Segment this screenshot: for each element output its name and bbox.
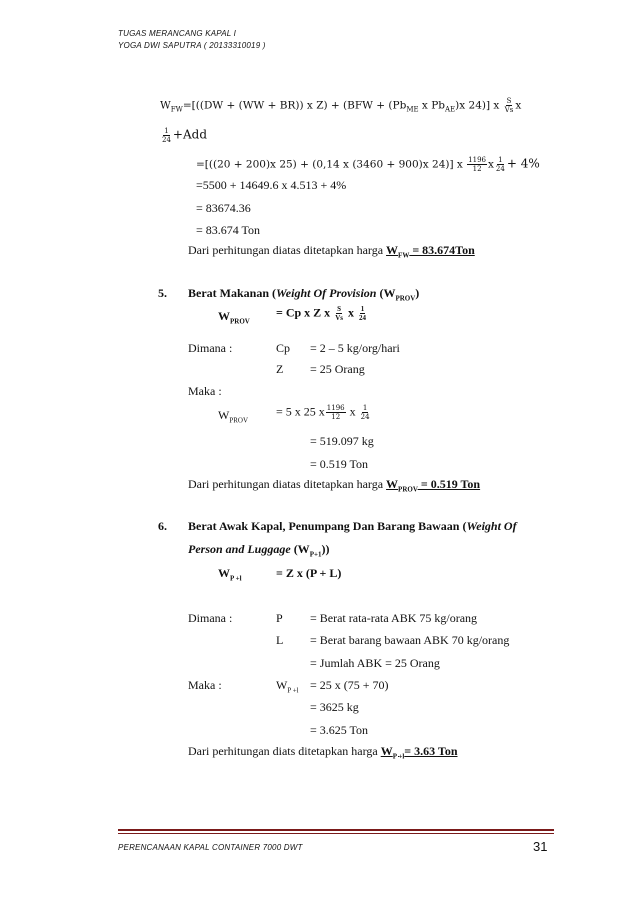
sec5-frac-1-24: $\frac{1}{24}$ (358, 305, 366, 322)
sec6-l-label: L (276, 633, 284, 647)
fw-formula-mid: x Pb (418, 99, 445, 112)
sec6-calc-line-2: = 3625 kg (310, 700, 359, 714)
fw-frac-1-24: $\frac{1}{24}$ (162, 127, 171, 144)
fw-line2-body: =[((20 + 200)x 25) + (0,14 x (3460 + 900)x 24)] x (196, 158, 467, 171)
fw-line2-frac-1-24: $\frac{1}{24}$ (495, 156, 505, 173)
sec5-conclusion: Dari perhitungan diatas ditetapkan harga $W_{PROV} = 0.519$ Ton (188, 477, 481, 494)
sec6-p-value: = Berat rata-rata ABK 75 kg/orang (310, 611, 478, 625)
sec5-z-label: Z (276, 362, 284, 376)
page-number: 31 (533, 839, 548, 854)
sec6-conclusion: Dari perhitungan diats ditetapkan harga $W_{P +l}= 3.63$ Ton (188, 744, 458, 761)
fw-line2-end: + 4% (506, 156, 540, 171)
footer-rule-thin (118, 833, 554, 834)
sec5-maka-label: Maka : (188, 384, 222, 398)
sec5-title: Berat Makanan (Weight Of Provision $(W_{PROV})$ (188, 286, 420, 303)
sec5-formula-lhs: $W_{PROV}$ (218, 309, 250, 326)
sec5-z-value: = 25 Orang (310, 362, 365, 376)
header-line-2: YOGA DWI SAPUTRA ( 20133310019 ) (118, 41, 266, 50)
fw-calc-line-5: = 83.674 Ton (196, 223, 261, 237)
fw-line2-x: x (488, 158, 494, 171)
fw-formula-end: )x 24)] x (455, 99, 503, 112)
sec6-calc-line-3: = 3.625 Ton (310, 723, 369, 737)
fw-add-text: +Add (172, 127, 208, 142)
sec5-calc-lhs: $W_{PROV}$ (218, 408, 249, 425)
sec6-calc-rhs: = 25 x (75 + 70) (310, 678, 389, 692)
fw-line2-frac-1196-12: $\frac{1196}{12}$ (468, 156, 486, 173)
sec6-maka-label: Maka : (188, 678, 222, 692)
sec5-frac-s-vs: $\frac{S}{Vs}$ (335, 305, 343, 322)
sec5-calc-frac-1196-12: $\frac{1196}{12}$ (326, 404, 345, 421)
fw-formula-sub: FW (170, 105, 183, 114)
fw-formula-ae: AE (444, 105, 456, 114)
sec6-dimana-label: Dimana : (188, 611, 233, 625)
fw-frac-s-vs: $\frac{S}{Vs}$ (504, 97, 514, 114)
sec6-l-value: = Berat barang bawaan ABK 70 kg/orang (310, 633, 510, 647)
sec5-formula-rhs: = Cp x Z x $\frac{S}{Vs}$ x $\frac{1}{24}$ (276, 305, 366, 322)
fw-conclusion (188, 243, 475, 259)
sec5-calc-line-2: = 519.097 kg (310, 434, 374, 448)
sec6-conclusion-value: $W_{P +l}= 3.63$ Ton (380, 744, 458, 761)
fw-formula-me: ME (406, 105, 419, 114)
fw-formula-x: x (515, 99, 522, 112)
sec6-calc-lhs: $W_{P +l}$ (276, 678, 299, 695)
sec6-jumlah-value: = Jumlah ABK = 25 Orang (310, 656, 440, 670)
fw-calc-line-2 (196, 156, 540, 173)
sec6-title-line-2: Person and Luggage $(W_{P+1})$) (188, 542, 330, 559)
footer-rule-thick (118, 829, 554, 831)
sec5-cp-value: = 2 – 5 kg/org/hari (310, 341, 400, 355)
sec5-number: 5. (158, 286, 167, 300)
sec5-conclusion-value: $W_{PROV} = 0.519$ Ton (386, 477, 481, 494)
fw-conclusion-text: Dari perhitungan diatas ditetapkan harga (188, 243, 387, 257)
sec5-calc-rhs: = 5 x 25 x $\frac{1196}{12}$ x $\frac{1}{24}$ (276, 404, 370, 421)
sec5-cp-label: Cp (276, 341, 291, 355)
sec6-number: 6. (158, 519, 167, 533)
footer-title: PERENCANAAN KAPAL CONTAINER 7000 DWT (118, 843, 303, 852)
header-line-1: TUGAS MERANCANG KAPAL I (118, 29, 237, 38)
fw-calc-line-3: =5500 + 14649.6 x 4.513 + 4% (196, 178, 347, 192)
fw-formula-line-1 (160, 97, 521, 114)
sec5-calc-frac-1-24: $\frac{1}{24}$ (360, 404, 370, 421)
sec6-formula-lhs: $W_{P +l}$ (218, 566, 242, 583)
sec5-dimana-label: Dimana : (188, 341, 233, 355)
fw-calc-line-4: = 83674.36 (196, 201, 251, 215)
fw-formula-line-1b (160, 127, 207, 144)
sec6-title-line-1: Berat Awak Kapal, Penumpang Dan Barang Bawaan (Weight Of (188, 519, 517, 533)
fw-conclusion-value: $W_{FW} = 83.674Ton$ (386, 243, 475, 260)
sec6-p-label: P (276, 611, 283, 625)
fw-formula-body: =[((DW + (WW + BR)) x Z) + (BFW + (Pb (182, 99, 407, 112)
sec5-calc-line-3: = 0.519 Ton (310, 457, 369, 471)
fw-formula-w: W (160, 99, 171, 112)
sec6-formula-rhs: = Z x (P + L) (276, 566, 342, 580)
